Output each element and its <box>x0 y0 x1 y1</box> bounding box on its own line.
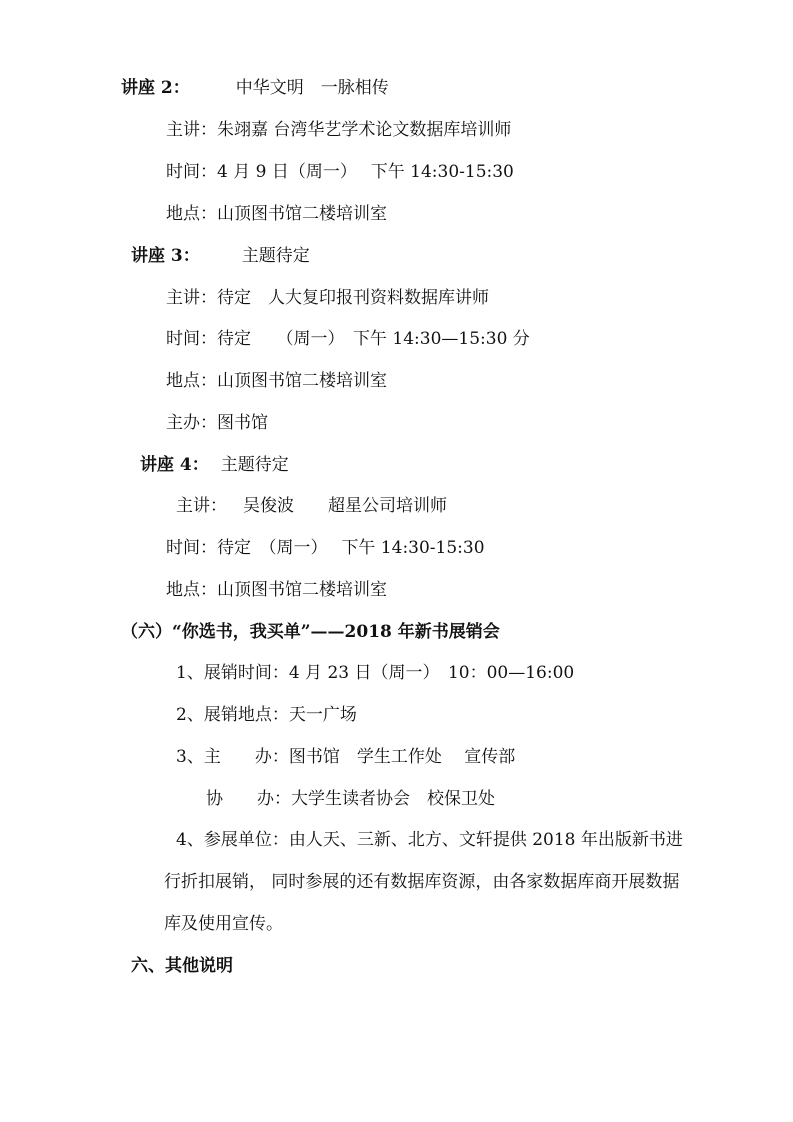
bookfair-item-2: 2、展销地点：天一广场 <box>176 705 357 725</box>
lecture-3-host-value: 图书馆 <box>217 413 268 433</box>
lecture-2-time-value: 4 月 9 日（周一） 下午 14:30-15:30 <box>217 162 514 182</box>
lecture-3-heading-title: 主题待定 <box>241 246 310 266</box>
lecture-3-place-label: 地点： <box>166 371 217 391</box>
bookfair-item-3-value: 图书馆 学生工作处 宣传部 <box>288 747 516 767</box>
bookfair-item-3b <box>206 788 495 810</box>
bookfair-item-4-line-3: 库及使用宣传。 <box>164 914 283 934</box>
lecture-4-heading-label: 讲座 4： <box>140 455 209 475</box>
lecture-2-heading-label: 讲座 2： <box>121 78 190 98</box>
lecture-3-speaker <box>166 287 489 309</box>
lecture-2-speaker <box>166 119 511 141</box>
lecture-2-speaker-value: 朱翊嘉 台湾华艺学术论文数据库培训师 <box>217 120 512 140</box>
bookfair-item-3-label: 3、主 办： <box>176 747 289 767</box>
lecture-4-speaker-value: 吴俊波 超星公司培训师 <box>243 496 447 516</box>
bookfair-item-1: 1、展销时间：4 月 23 日（周一） 10：00—16:00 <box>176 663 575 683</box>
lecture-4-place <box>166 579 387 601</box>
lecture-4-time <box>166 537 485 559</box>
lecture-2-heading <box>121 77 389 99</box>
lecture-3-time <box>166 328 530 350</box>
bookfair-item-3 <box>176 746 515 768</box>
bookfair-item-3b-label: 协 办： <box>206 789 291 809</box>
lecture-4-heading <box>140 454 289 476</box>
lecture-4-time-label: 时间： <box>166 538 217 558</box>
bookfair-heading: （六）“你选书，我买单”——2018 年新书展销会 <box>121 622 500 642</box>
lecture-4-place-label: 地点： <box>166 580 217 600</box>
lecture-4-place-value: 山顶图书馆二楼培训室 <box>217 580 387 600</box>
bookfair-item-4-line-2: 行折扣展销， 同时参展的还有数据库资源，由各家数据库商开展数据 <box>164 872 680 892</box>
lecture-3-host-label: 主办： <box>166 413 217 433</box>
lecture-4-speaker-label: 主讲： <box>176 496 227 516</box>
lecture-4-heading-title: 主题待定 <box>220 455 289 475</box>
lecture-3-time-label: 时间： <box>166 329 217 349</box>
lecture-3-heading-label: 讲座 3： <box>131 246 200 266</box>
section-6-heading: 六、其他说明 <box>131 956 233 976</box>
lecture-3-speaker-label: 主讲： <box>166 288 217 308</box>
lecture-4-speaker <box>176 495 447 517</box>
lecture-2-time <box>166 161 514 183</box>
lecture-2-time-label: 时间： <box>166 162 217 182</box>
lecture-3-speaker-value: 待定 人大复印报刊资料数据库讲师 <box>217 288 489 308</box>
bookfair-item-4-line-1: 4、参展单位：由人天、三新、北方、文轩提供 2018 年出版新书进 <box>176 830 683 850</box>
lecture-2-heading-title: 中华文明 一脉相传 <box>235 78 389 98</box>
lecture-3-time-value: 待定 （周一） 下午 14:30—15:30 分 <box>217 329 530 349</box>
lecture-3-place <box>166 370 387 392</box>
lecture-3-place-value: 山顶图书馆二楼培训室 <box>217 371 387 391</box>
lecture-2-place-value: 山顶图书馆二楼培训室 <box>217 204 387 224</box>
lecture-3-host <box>166 412 268 434</box>
lecture-2-place-label: 地点： <box>166 204 217 224</box>
lecture-3-heading <box>131 245 310 267</box>
bookfair-item-3b-value: 大学生读者协会 校保卫处 <box>291 789 495 809</box>
lecture-2-place <box>166 203 387 225</box>
lecture-4-time-value: 待定 （周一） 下午 14:30-15:30 <box>217 538 485 558</box>
lecture-2-speaker-label: 主讲： <box>166 120 217 140</box>
